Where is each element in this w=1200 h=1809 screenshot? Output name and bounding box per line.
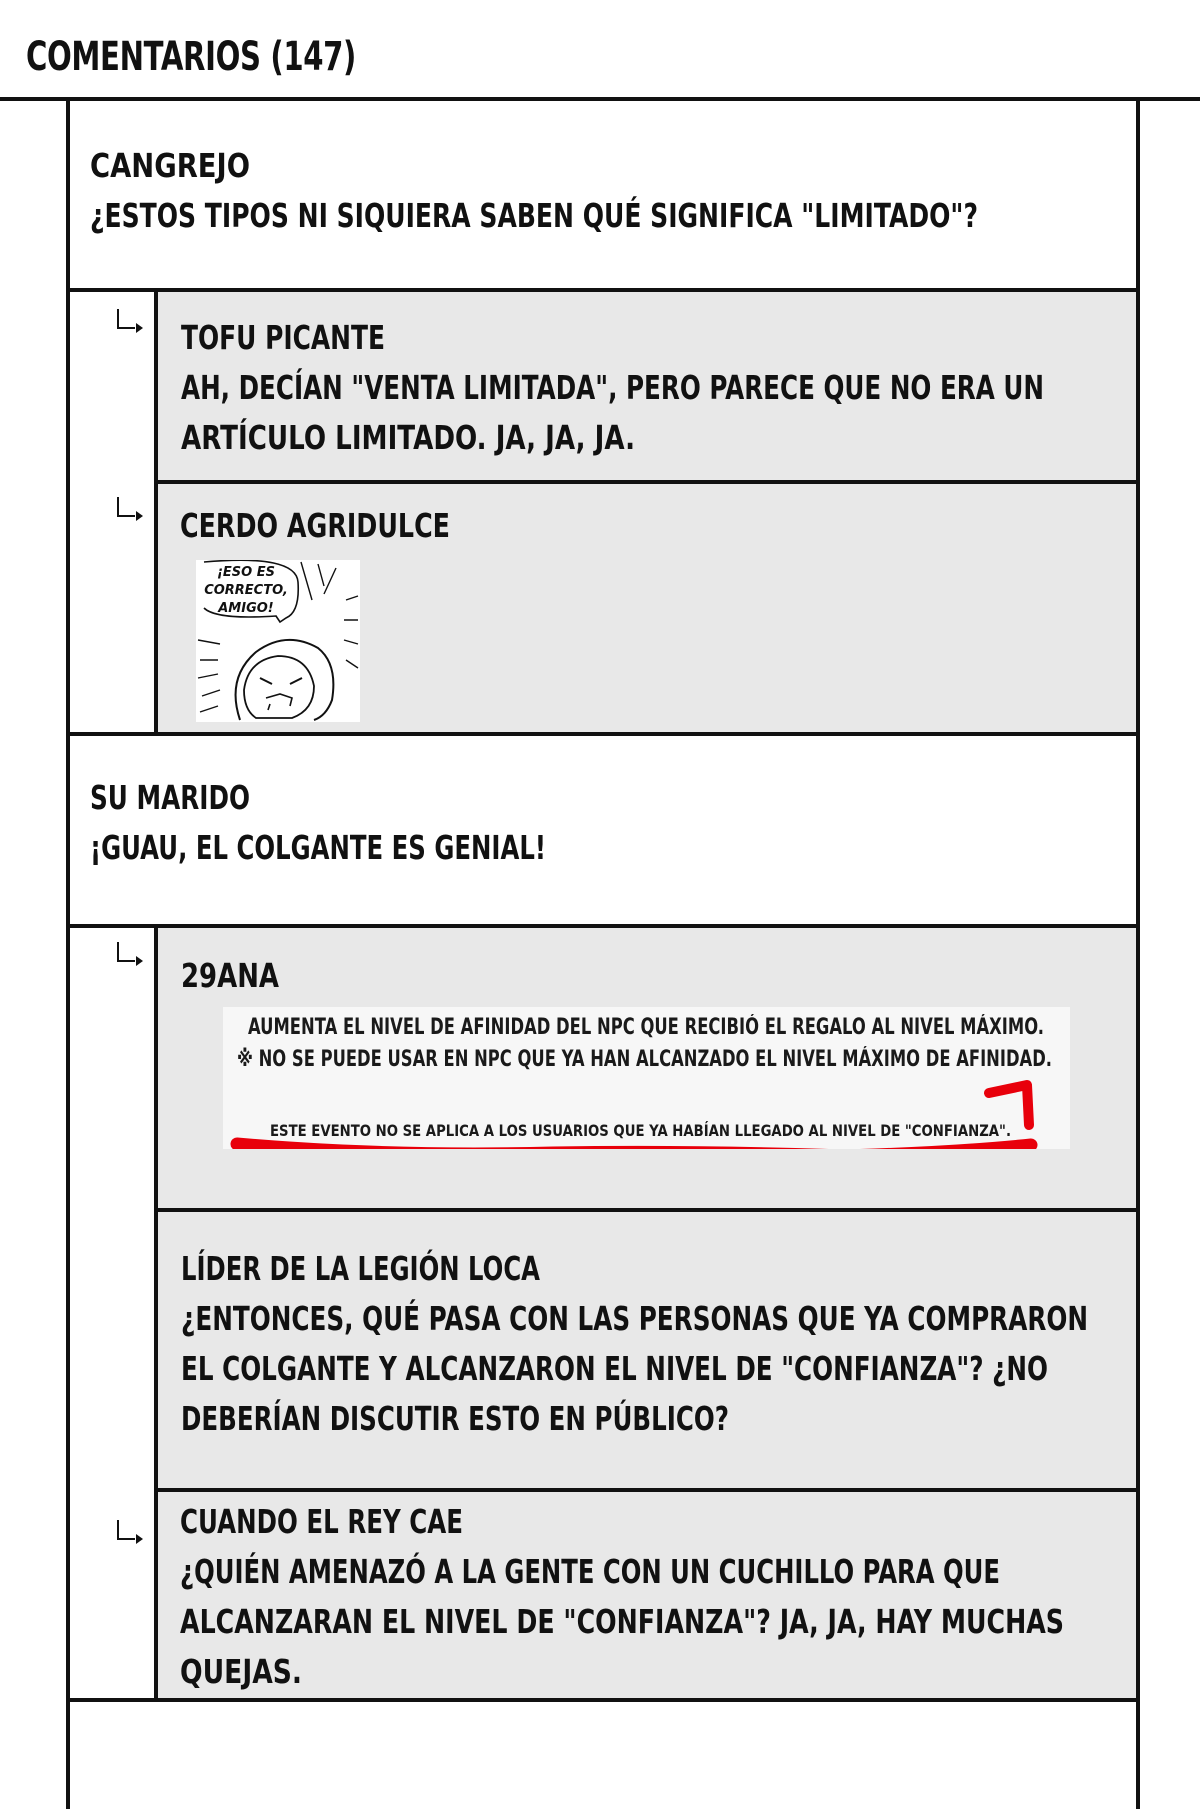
sticker-character-illustration	[196, 560, 360, 722]
comment-text: ARTÍCULO LIMITADO. JA, JA, JA.	[181, 418, 635, 457]
sticker-image	[196, 560, 360, 722]
comment-author[interactable]: TOFU PICANTE	[181, 318, 385, 357]
quoted-screenshot: AUMENTA EL NIVEL DE AFINIDAD DEL NPC QUE RECIBIÓ EL REGALO AL NIVEL MÁXIMO. ※ NO SE PUEDE USAR EN NPC QUE YA HAN ALCANZADO EL NIVEL MÁXIMO DE AFINIDAD. ESTE EVENTO NO SE APLICA A LOS USUARIOS QUE YA HABÍAN LLEGADO AL NIVEL DE "CONFIANZA".	[223, 1007, 1070, 1149]
comment-text: ¿ENTONCES, QUÉ PASA CON LAS PERSONAS QUE YA COMPRARON	[181, 1299, 1088, 1338]
comment-text: DEBERÍAN DISCUTIR ESTO EN PÚBLICO?	[181, 1399, 729, 1438]
red-annotation-underline	[223, 1007, 1070, 1149]
divider	[66, 924, 1140, 928]
reply-arrow-icon	[117, 497, 135, 517]
reply-comment	[181, 1244, 1200, 1444]
reply-comment	[180, 1497, 1200, 1697]
reply-indent-line	[154, 290, 158, 734]
divider	[66, 1698, 1140, 1702]
comment-author[interactable]: LÍDER DE LA LEGIÓN LOCA	[181, 1249, 540, 1288]
comment-author[interactable]: SU MARIDO	[90, 778, 250, 817]
comment-author[interactable]: CERDO AGRIDULCE	[180, 506, 450, 545]
reply-indent-line	[154, 926, 158, 1700]
reply-arrow-icon	[117, 942, 135, 962]
comments-title: COMENTARIOS (147)	[26, 34, 356, 80]
comment-author[interactable]: CUANDO EL REY CAE	[180, 1502, 463, 1541]
comment	[90, 141, 1200, 241]
divider	[156, 1488, 1140, 1492]
comment	[90, 773, 707, 873]
reply-arrow-icon	[117, 1520, 135, 1540]
reply-comment	[180, 501, 531, 551]
comment-text: AH, DECÍAN "VENTA LIMITADA", PERO PARECE QUE NO ERA UN	[181, 368, 1044, 407]
divider	[66, 288, 1140, 292]
comment-text: ¡GUAU, EL COLGANTE ES GENIAL!	[90, 828, 546, 867]
sticker-speech: ¡ESO ES CORRECTO, AMIGO!	[204, 565, 288, 616]
reply-arrow-icon	[117, 309, 135, 329]
comment-text: ¿QUIÉN AMENAZÓ A LA GENTE CON UN CUCHILLO PARA QUE	[180, 1552, 1000, 1591]
comment-author[interactable]: CANGREJO	[90, 146, 250, 185]
comment-author[interactable]: 29ANA	[181, 956, 279, 995]
comment-text: QUEJAS.	[180, 1652, 302, 1691]
comment-text: EL COLGANTE Y ALCANZARON EL NIVEL DE "CONFIANZA"? ¿NO	[181, 1349, 1048, 1388]
divider	[156, 480, 1140, 484]
comment-text: ALCANZARAN EL NIVEL DE "CONFIANZA"? JA, JA, HAY MUCHAS	[180, 1602, 1064, 1641]
reply-comment	[181, 951, 306, 1001]
comment-text: ¿ESTOS TIPOS NI SIQUIERA SABEN QUÉ SIGNIFICA "LIMITADO"?	[90, 196, 979, 235]
divider	[66, 732, 1140, 736]
reply-comment	[181, 313, 1200, 463]
divider	[156, 1208, 1140, 1212]
